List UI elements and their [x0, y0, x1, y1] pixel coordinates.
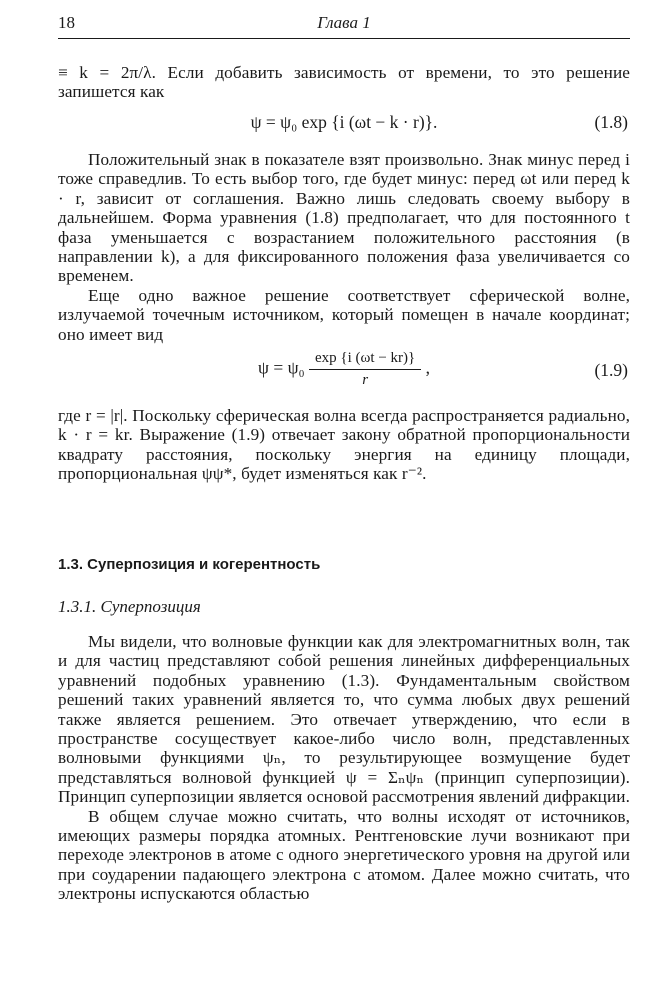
equation-1-9-numerator: exp {i (ωt − kr)} [309, 350, 421, 370]
paragraph-6: В общем случае можно считать, что волны исходят от источников, имеющих размеры порядка атомных. Рентгеновские лучи возникают при переходе электронов в атоме с одного энергетического уровня на другой или при соударении падающего электрона с атомом. Далее можно считать, что электроны испускаются областью [58, 806, 630, 904]
equation-1-8-formula: ψ = ψ₀ exp {i (ωt − k · r)}. [250, 112, 438, 132]
equation-1-9-number: (1.9) [594, 360, 628, 380]
text-block-1 [58, 63, 630, 102]
paragraph-4: где r = |r|. Поскольку сферическая волна всегда распространяется радиально, k · r = kr. Выражение (1.9) отвечает закону обратной пропорциональности квадрату расстояния, поскольку энергия на единицу площади, пропорциональная ψψ*, будет изменяться как r⁻². [58, 406, 630, 484]
header-rule [58, 38, 630, 39]
paragraph-5: Мы видели, что волновые функции как для электромагнитных волн, так и для частиц представляют собой решения линейных дифференциальных уравнений подобных уравнению (1.3). Фундаментальным свойством решений таких уравнений является то, что сумма любых двух решений также является решением. Это отвечает утверждению, что если в пространстве сосуществует какое-либо число волн, представленных волновыми функциями ψₙ, то результирующее возмущение будет представляться волновой функцией ψ = Σₙψₙ (принцип суперпозиции). Принцип суперпозиции является основой рассмотрения явлений дифракции. [58, 632, 630, 807]
running-head: Глава 1 [317, 13, 371, 32]
equation-1-9-formula [58, 350, 630, 389]
text-block-2 [58, 150, 630, 344]
subsection-title: 1.3.1. Суперпозиция [58, 597, 201, 616]
equation-1-9-lhs: ψ = ψ₀ [258, 357, 305, 378]
equation-1-9 [58, 350, 630, 392]
equation-1-8 [58, 112, 630, 136]
text-block-3 [58, 406, 630, 484]
equation-1-9-denominator: r [362, 372, 369, 388]
section-title: 1.3. Суперпозиция и когерентность [58, 556, 321, 573]
page-number: 18 [58, 13, 75, 32]
paragraph-1: ≡ k = 2π/λ. Если добавить зависимость от времени, то это решение запишется как [58, 63, 630, 102]
equation-1-8-number: (1.8) [594, 112, 628, 132]
text-block-4 [58, 632, 630, 904]
equation-1-9-fraction [309, 350, 421, 389]
paragraph-3: Еще одно важное решение соответствует сферической волне, излучаемой точечным источником, который помещен в начале координат; оно имеет вид [58, 285, 630, 344]
page-header [58, 13, 630, 37]
equation-1-9-tail: , [425, 357, 430, 378]
paragraph-2: Положительный знак в показателе взят произвольно. Знак минус перед i тоже справедлив. То есть выбор того, где будет минус: перед ωt или перед k · r, зависит от соглашения. Важно лишь следовать своему выбору в дальнейшем. Форма уравнения (1.8) предполагает, что для постоянного t фаза уменьшается с возрастанием положительного расстояния (в направлении k), а для фиксированного положения фаза увеличивается со временем. [58, 150, 630, 286]
